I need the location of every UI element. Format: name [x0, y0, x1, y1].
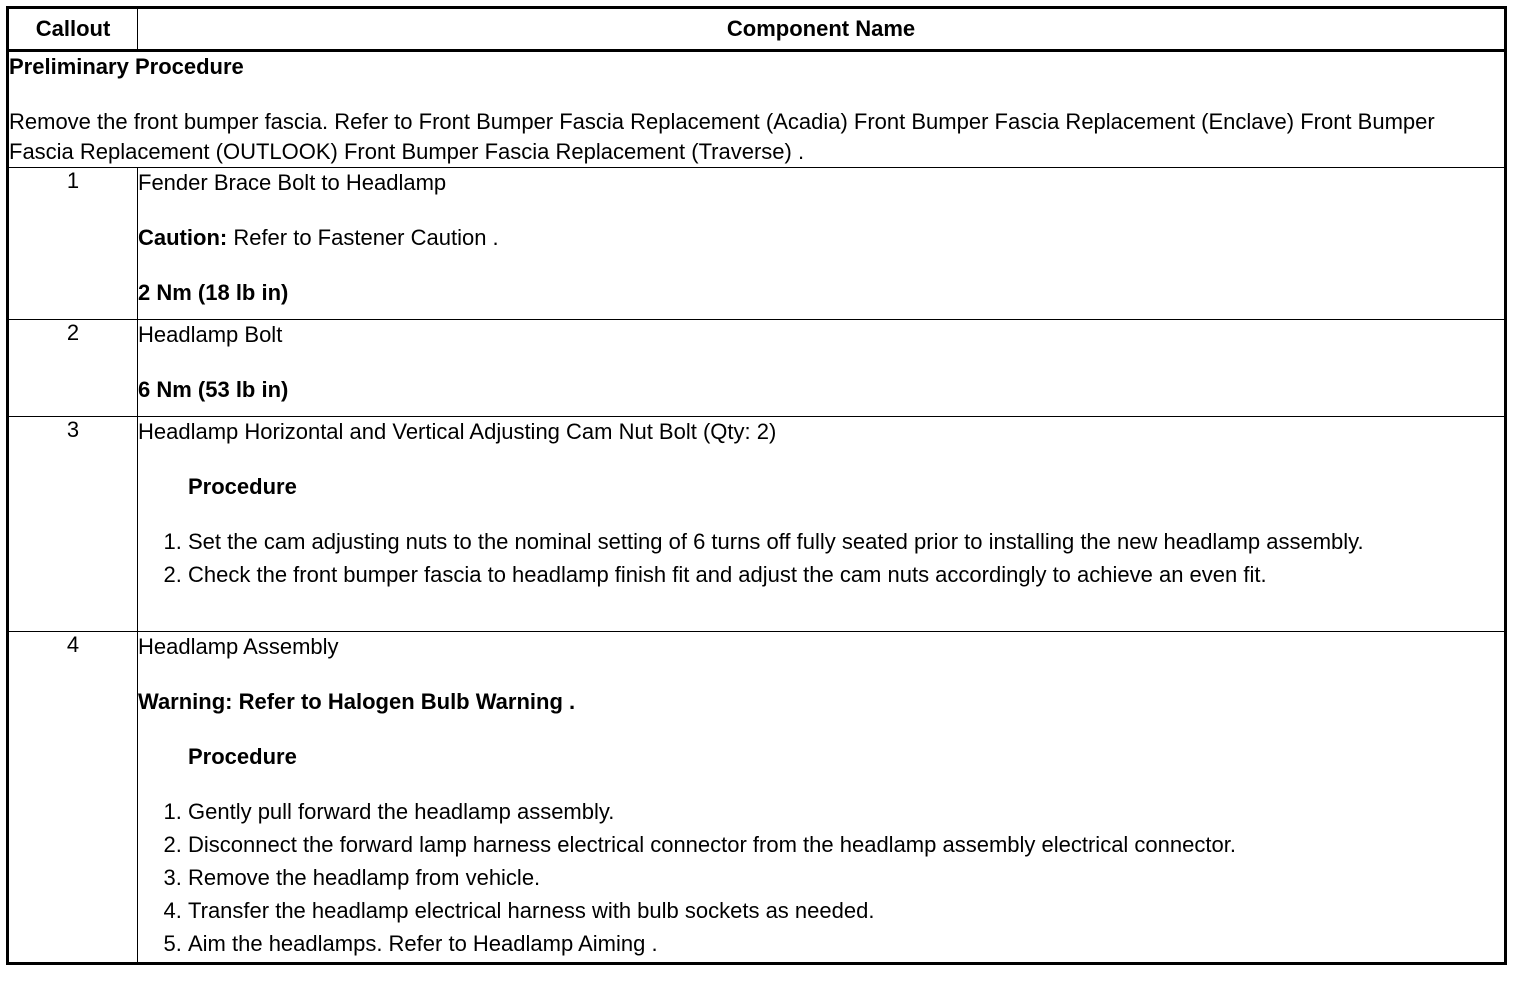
table-row [8, 168, 1506, 320]
warning-line: Warning: Refer to Halogen Bulb Warning . [138, 689, 576, 714]
caution-text: Refer to Fastener Caution . [227, 225, 499, 250]
procedure-step: 2. Check the front bumper fascia to headlamp finish fit and adjust the cam nuts accordingly to achieve an even fit. [188, 560, 1504, 590]
component-name: Headlamp Horizontal and Vertical Adjusting Cam Nut Bolt (Qty: 2) [138, 419, 777, 444]
preliminary-text: Remove the front bumper fascia. Refer to Front Bumper Fascia Replacement (Acadia) Front Bumper Fascia Replacement (Enclave) Front Bumper Fascia Replacement (OUTLOOK) Front Bumper Fascia Replacement (Traverse) . [9, 109, 1435, 164]
procedure-heading: Procedure [188, 744, 297, 769]
component-name: Fender Brace Bolt to Headlamp [138, 170, 447, 195]
header-component-name: Component Name [138, 8, 1506, 51]
table-row [8, 417, 1506, 632]
table-row [8, 320, 1506, 417]
header-callout: Callout [8, 8, 138, 51]
callout-number: 2 [8, 320, 138, 417]
preliminary-row [8, 51, 1506, 168]
caution-line [138, 223, 1504, 253]
torque-spec: 6 Nm (53 lb in) [138, 377, 289, 402]
component-name: Headlamp Assembly [138, 634, 339, 659]
component-cell [138, 417, 1506, 632]
preliminary-title: Preliminary Procedure [9, 54, 244, 79]
procedure-steps [138, 527, 1504, 590]
procedure-steps [138, 797, 1504, 959]
component-cell [138, 320, 1506, 417]
procedure-step: 2. Disconnect the forward lamp harness electrical connector from the headlamp assembly electrical connector. [188, 830, 1504, 860]
procedure-step: 1. Set the cam adjusting nuts to the nominal setting of 6 turns off fully seated prior to installing the new headlamp assembly. [188, 527, 1504, 557]
procedure-step: 5. Aim the headlamps. Refer to Headlamp Aiming . [188, 929, 1504, 959]
component-cell [138, 168, 1506, 320]
component-cell [138, 632, 1506, 964]
caution-label: Caution: [138, 225, 228, 250]
torque-spec: 2 Nm (18 lb in) [138, 280, 289, 305]
procedure-step: 3. Remove the headlamp from vehicle. [188, 863, 1504, 893]
header-row [8, 8, 1506, 51]
component-table [6, 6, 1507, 965]
callout-number: 3 [8, 417, 138, 632]
procedure-heading: Procedure [188, 474, 297, 499]
procedure-step: 1. Gently pull forward the headlamp assembly. [188, 797, 1504, 827]
table-row [8, 632, 1506, 964]
callout-number: 4 [8, 632, 138, 964]
procedure-step: 4. Transfer the headlamp electrical harness with bulb sockets as needed. [188, 896, 1504, 926]
preliminary-cell [8, 51, 1506, 168]
callout-number: 1 [8, 168, 138, 320]
component-name: Headlamp Bolt [138, 322, 283, 347]
